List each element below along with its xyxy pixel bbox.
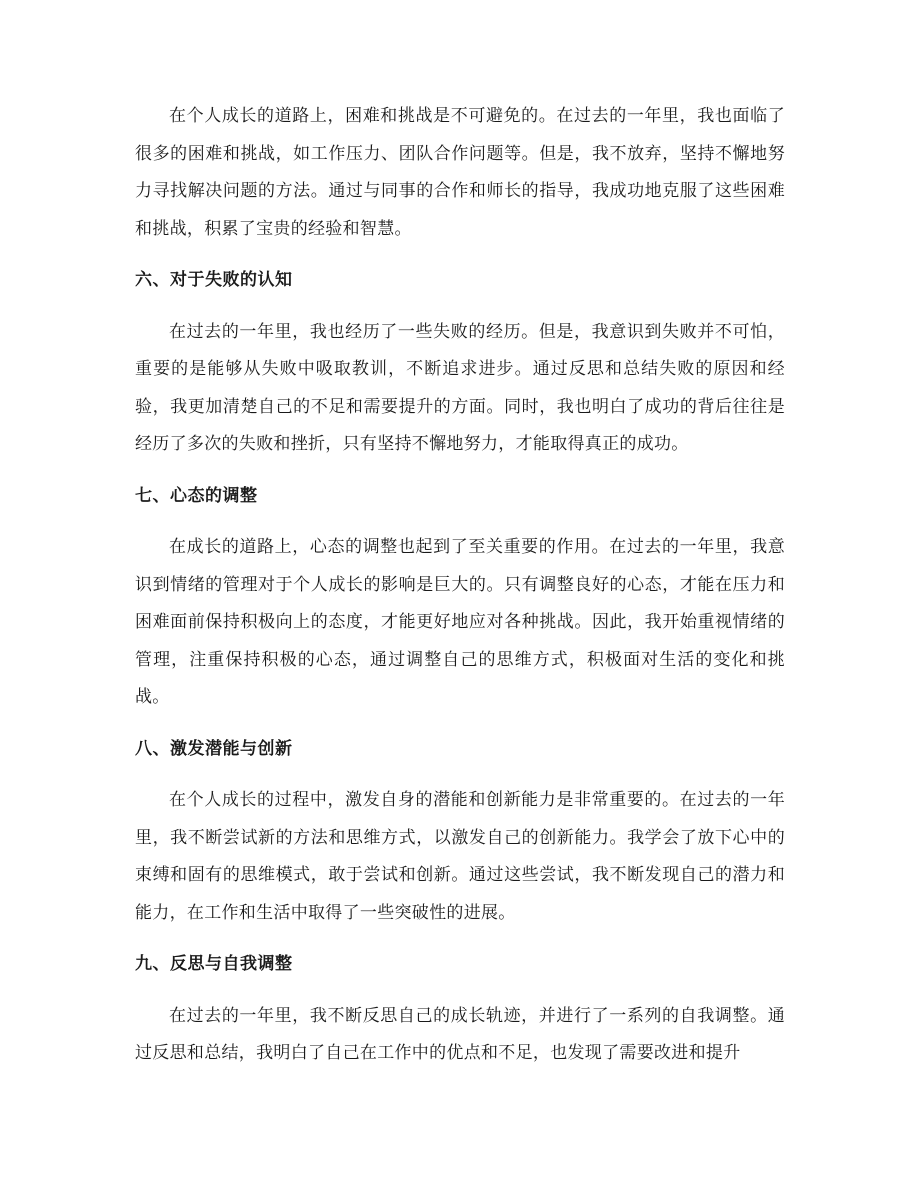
section-paragraph: 在个人成长的过程中，激发自身的潜能和创新能力是非常重要的。在过去的一年里，我不断尝试新的方法和思维方式，以激发自己的创新能力。我学会了放下心中的束缚和固有的思维模式，敢于尝试和创新。通过这些尝试，我不断发现自己的潜力和能力，在工作和生活中取得了一些突破性的进展。	[135, 790, 785, 923]
section-heading: 六、对于失败的认知	[135, 270, 293, 290]
section-paragraph: 在过去的一年里，我也经历了一些失败的经历。但是，我意识到失败并不可怕，重要的是能够从失败中吸取教训，不断追求进步。通过反思和总结失败的原因和经验，我更加清楚自己的不足和需要提升的方面。同时，我也明白了成功的背后往往是经历了多次的失败和挫折，只有坚持不懈地努力，才能取得真正的成功。	[135, 321, 785, 454]
section-7	[135, 478, 785, 717]
section-paragraph: 在过去的一年里，我不断反思自己的成长轨迹，并进行了一系列的自我调整。通过反思和总结，我明白了自己在工作中的优点和不足，也发现了需要改进和提升	[135, 1005, 785, 1063]
intro-paragraph: 在个人成长的道路上，困难和挑战是不可避免的。在过去的一年里，我也面临了很多的困难和挑战，如工作压力、团队合作问题等。但是，我不放弃，坚持不懈地努力寻找解决问题的方法。通过与同事的合作和师长的指导，我成功地克服了这些困难和挑战，积累了宝贵的经验和智慧。	[135, 106, 785, 239]
section-heading: 七、心态的调整	[135, 485, 258, 506]
section-paragraph: 在成长的道路上，心态的调整也起到了至关重要的作用。在过去的一年里，我意识到情绪的管理对于个人成长的影响是巨大的。只有调整良好的心态，才能在压力和困难面前保持积极向上的态度，才能更好地应对各种挑战。因此，我开始重视情绪的管理，注重保持积极的心态，通过调整自己的思维方式，积极面对生活的变化和挑战。	[135, 537, 785, 707]
section-heading: 九、反思与自我调整	[135, 954, 293, 974]
section-heading: 八、激发潜能与创新	[135, 738, 293, 759]
document-body	[135, 98, 785, 1073]
section-9	[135, 946, 785, 1073]
section-8	[135, 731, 785, 933]
section-6	[135, 262, 785, 464]
